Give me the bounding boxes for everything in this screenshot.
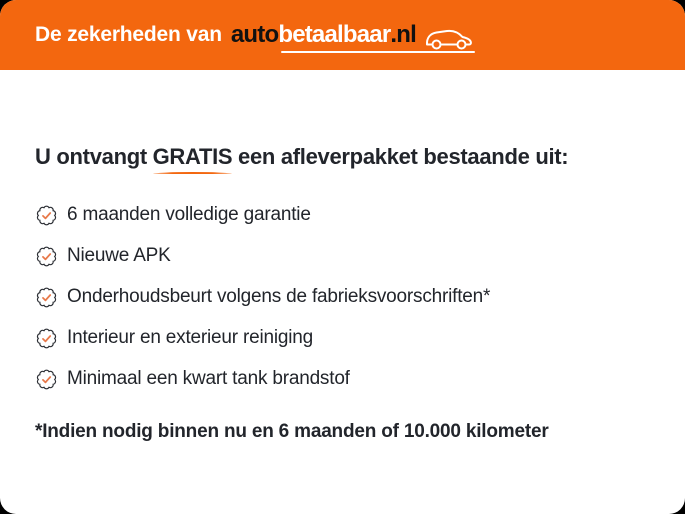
list-item-label: 6 maanden volledige garantie xyxy=(67,204,311,225)
list-item-label: Minimaal een kwart tank brandstof xyxy=(67,368,350,389)
heading-post: een afleverpakket bestaande uit: xyxy=(238,144,569,169)
seal-check-icon xyxy=(35,204,58,227)
seal-check-icon xyxy=(35,286,58,309)
header-banner xyxy=(0,0,685,70)
list-item xyxy=(35,245,650,267)
seal-check-icon xyxy=(35,368,58,391)
list-item xyxy=(35,327,650,349)
list-item xyxy=(35,286,650,308)
heading-pre: U ontvangt xyxy=(35,144,147,169)
seal-check-icon xyxy=(35,327,58,350)
list-item-label: Interieur en exterieur reiniging xyxy=(67,327,314,348)
list-item-label: Nieuwe APK xyxy=(67,245,171,266)
list-item xyxy=(35,368,650,390)
car-outline-icon xyxy=(423,22,475,54)
list-item xyxy=(35,204,650,226)
logo-road-underline xyxy=(281,51,475,53)
autobetaalbaar-logo xyxy=(231,19,475,51)
list-item-label: Onderhoudsbeurt volgens de fabrieksvoorschriften* xyxy=(67,286,491,307)
logo-text-betaalbaar: betaalbaar xyxy=(278,21,391,48)
footnote-text: *Indien nodig binnen nu en 6 maanden of 10.000 kilometer xyxy=(35,421,549,442)
content-area xyxy=(0,143,685,443)
logo-text-auto: auto xyxy=(230,21,279,48)
logo-text-nl: .nl xyxy=(390,21,416,48)
seal-check-icon xyxy=(35,245,58,268)
header-prefix-text: De zekerheden van xyxy=(35,23,222,46)
heading-highlight-gratis: GRATIS xyxy=(152,144,233,169)
benefits-list xyxy=(35,204,650,390)
page-title xyxy=(35,143,650,171)
